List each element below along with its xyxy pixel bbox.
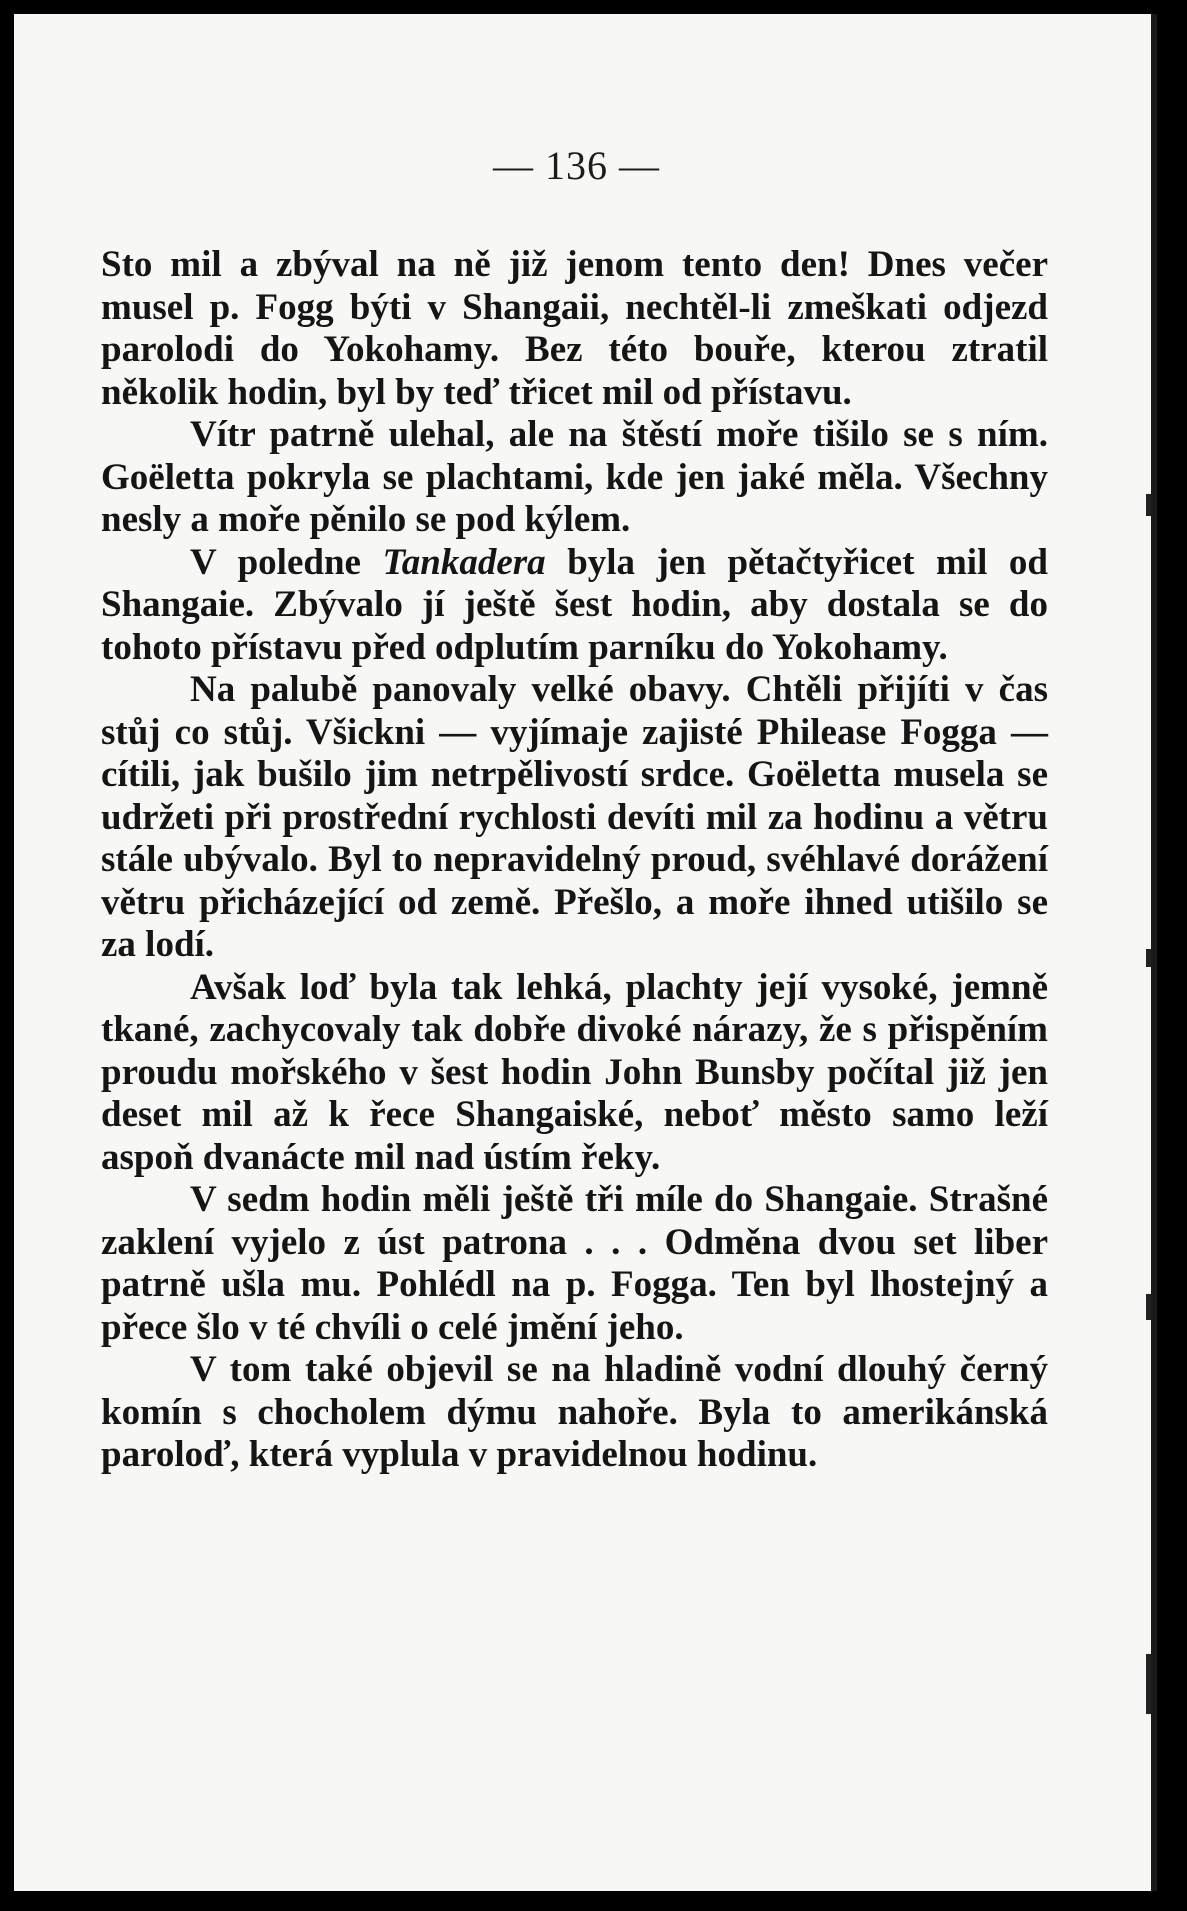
page-number: — 136 — <box>493 143 660 188</box>
body-text <box>101 244 1048 1477</box>
paragraph-7: V tom také objevil se na hladině vodní dlouhý černý komín s chocholem dýmu nahoře. Byla to amerikánská paroloď, která vyplula v pravidelnou hodinu. <box>101 1349 1048 1475</box>
paragraph-3 <box>101 542 1048 670</box>
book-page <box>14 14 1157 1891</box>
scan-edge-mark <box>1146 1294 1151 1320</box>
paragraph-6: V sedm hodin měli ještě tři míle do Shangaie. Strašné zaklení vyjelo z úst patrona . . . Odměna dvou set liber patrně ušla mu. Pohlédl na p. Fogga. Ten byl lhostejný a přece šlo v té chvíli o celé jmění jeho. <box>101 1179 1048 1348</box>
paragraph-3-before: V poledne <box>190 541 383 583</box>
paragraph-1: Sto mil a zbýval na ně již jenom tento den! Dnes večer musel p. Fogg býti v Shangaii, nechtěl-li zmeškati odjezd parolodi do Yokohamy. Bez této bouře, kterou ztratil několik hodin, byl by teď třicet mil od přístavu. <box>101 244 1048 413</box>
scan-edge-mark <box>1146 494 1151 516</box>
paragraph-3-after: byla jen pětačtyřicet mil od Shangaie. Zbývalo jí ještě šest hodin, aby dostala se do tohoto přístavu před odplutím parníku do Yokohamy. <box>101 541 1048 668</box>
paragraph-4: Na palubě panovaly velké obavy. Chtěli přijíti v čas stůj co stůj. Všickni — vyjímaje zajisté Philease Fogga — cítili, jak bušilo jim netrpělivostí srdce. Goëletta musela se udržeti při prostřední rychlosti devíti mil za hodinu a větru stále ubývalo. Byl to nepravidelný proud, svéhlavé dorážení větru přicházející od země. Přešlo, a moře ihned utišilo se za lodí. <box>101 669 1048 965</box>
paragraph-2: Vítr patrně ulehal, ale na štěstí moře tišilo se s ním. Goëletta pokryla se plachtami, kde jen jaké měla. Všechny nesly a moře pěnilo se pod kýlem. <box>101 414 1048 540</box>
scan-edge-mark <box>1146 1654 1151 1714</box>
scan-edge-mark <box>1146 949 1151 967</box>
ship-name-italic: Tankadera <box>382 541 546 583</box>
paragraph-5: Avšak loď byla tak lehká, plachty její vysoké, jemně tkané, zachycovaly tak dobře divoké nárazy, že s přispěním proudu mořského v šest hodin John Bunsby počítal již jen deset mil až k řece Shangaiské, neboť město samo leží aspoň dvanácte mil nad ústím řeky. <box>101 966 1048 1178</box>
